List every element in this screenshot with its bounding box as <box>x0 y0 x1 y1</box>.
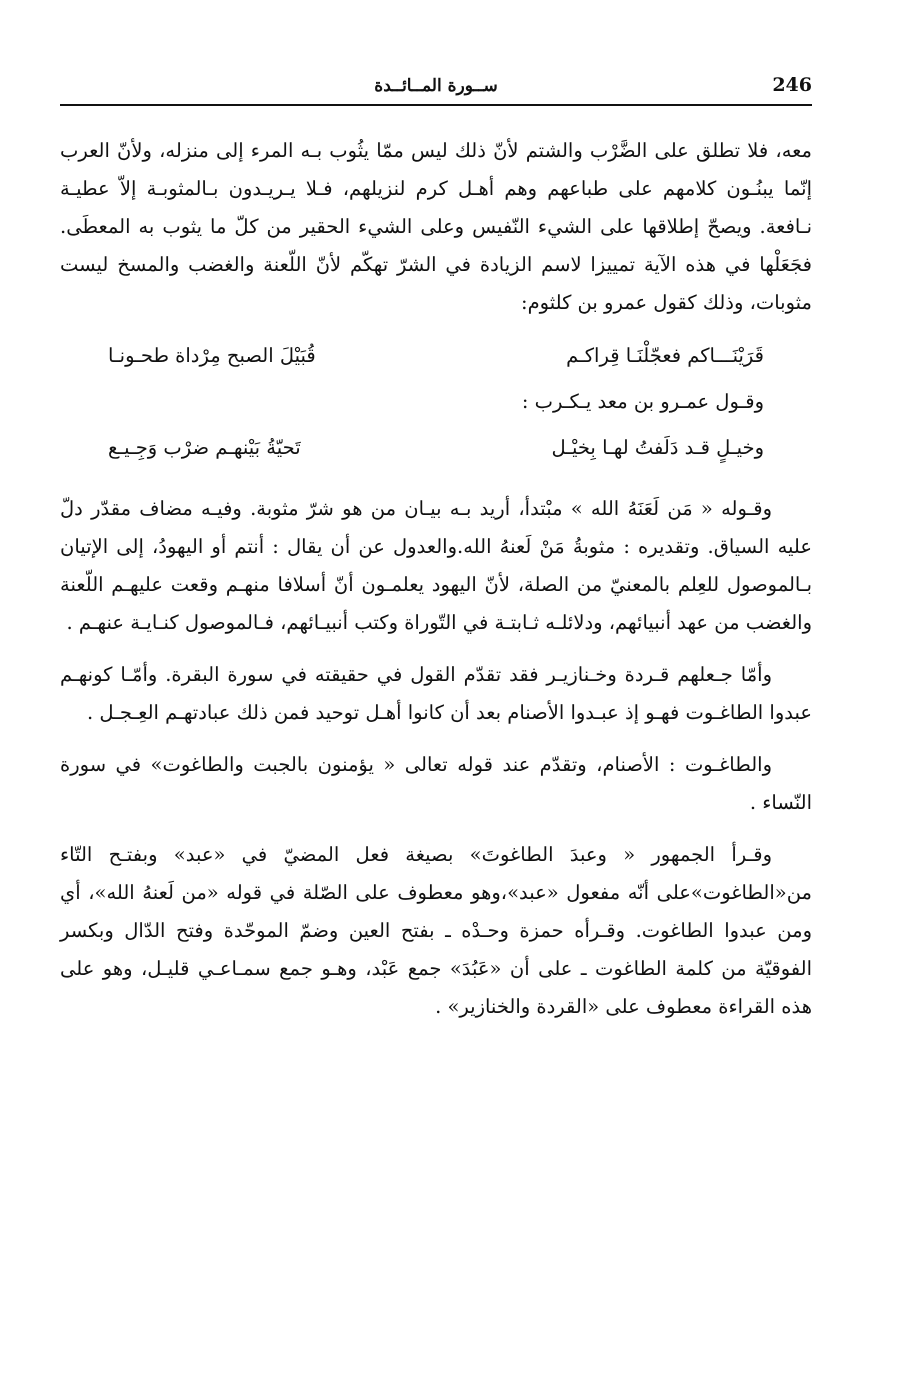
verse-2-first-hemistich: وخيـلٍ قـد دَلَفتُ لهـا بِخيْـل <box>551 436 764 459</box>
poetry-block <box>60 336 812 468</box>
verse-line-2 <box>108 428 764 468</box>
verse-2-second-hemistich: تَحيّةُ بَيْنهـم ضرْب وَجِـيـع <box>108 436 301 459</box>
verse-attribution: وقـول عمـرو بن معد يـكـرب : <box>521 390 764 413</box>
verse-line-1 <box>108 336 764 376</box>
page-header <box>60 70 812 106</box>
page-body <box>60 132 812 1026</box>
paragraph-1: معه، فلا تطلق على الضَّرْب والشتم لأنّ ذلك ليس ممّا يثُوب بـه المرء إلى منزله، ولأنّ العرب إنّما يبنُـون كلامهم على طباعهم وهم أهـل كرم لنزيلهم، فـلا يـريـدون بـالمثوبـة إلاّ عطيـة نـافعة. ويصحّ إطلاقها على الشيء النّفيس وعلى الشيء الحقير من كلّ ما يثوب به المعطَى. فجَعَلْها في هذه الآية تمييزا لاسم الزيادة في الشرّ تهكّم لأنّ اللّعنة والغضب والمسخ ليست مثوبات، وذلك كقول عمرو بن كلثوم: <box>60 139 812 314</box>
verse-1-second-hemistich: قُبَيْلَ الصبح مِرْداة طحـونـا <box>108 344 316 367</box>
page-number: 246 <box>772 74 812 96</box>
paragraph-4: والطاغـوت : الأصنام، وتقدّم عند قوله تعالى « يؤمنون بالجبت والطاغوت» في سورة النّساء . <box>60 753 812 814</box>
running-title: ســورة المــائــدة <box>374 76 498 96</box>
verse-1-first-hemistich: قَرَيْنَـــاكم فعجّلْنَـا قِراكـم <box>566 344 764 367</box>
book-page <box>60 70 812 1040</box>
paragraph-5: وقـرأ الجمهور « وعبدَ الطاغوتَ» بصيغة فعل المضيّ في «عبد» وبفتـح التّاء من«الطاغوت»على أنّه مفعول «عبد»،وهو معطوف على الصّلة في قوله «من لَعنهُ الله»، أي ومن عبدوا الطاغوت. وقـرأه حمزة وحـدْه ـ بفتح العين وضمّ الموحّدة وفتح الدّال وبكسر الفوقيّة من كلمة الطاغوت ـ على أن «عَبُدَ» جمع عَبْد، وهـو جمع سمـاعـي قليـل، وهو على هذه القراءة معطوف على «القردة والخنازير» . <box>60 843 812 1018</box>
paragraph-2: وقـوله « مَن لَعَنَهُ الله » مبْتدأ، أريد بـه بيـان من هو شرّ مثوبة. وفيـه مضاف مقدّر دلّ عليه السياق. وتقديره : مثوبةُ مَنْ لَعنهُ الله.والعدول عن أن يقال : أنتم أو اليهودُ، إلى الإتيان بـالموصول للعِلم بالمعنيّ من الصلة، لأنّ اليهود يعلمـون أنّ أسلافا منهـم وقعت عليهـم اللّعنة والغضب من عهد أنبيائهم، ودلائلـه ثـابتـة في التّوراة وكتب أنبيـائهم، فـالموصول كنـايـة عنهـم . <box>60 497 812 634</box>
paragraph-3: وأمّا جـعلهم قـردة وخـنازيـر فقد تقدّم القول في حقيقته في سورة البقرة. وأمّـا كونهـم عبدوا الطاغـوت فهـو إذ عبـدوا الأصنام بعد أن كانوا أهـل توحيد فمن ذلك عبادتهـم العِـجـل . <box>60 663 812 724</box>
